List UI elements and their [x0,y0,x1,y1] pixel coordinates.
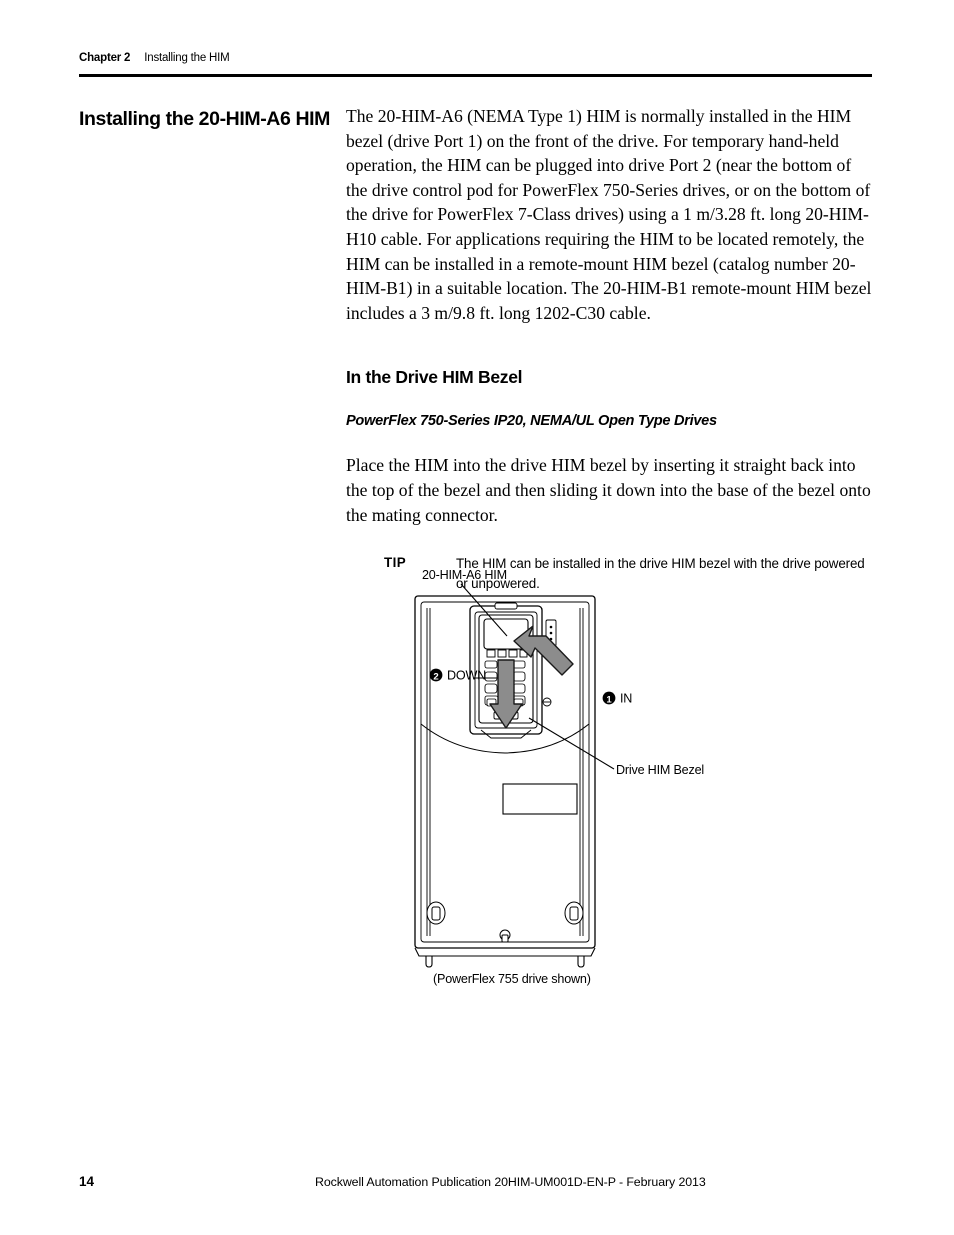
header-topic-label: Installing the HIM [144,52,230,64]
footer-page-number: 14 [79,1174,95,1189]
subsection-paragraph: Place the HIM into the drive HIM bezel by inserting it straight back into the top of the bezel and then sliding it down into the base of the bezel onto the mating connector. [346,455,871,525]
figure-caption: (PowerFlex 755 drive shown) [433,972,591,986]
header-divider [79,74,872,77]
drive-bottom-screw [500,930,510,942]
pod-screw-icon [543,698,551,706]
drive-bottom-edge [415,948,595,967]
header-line [79,52,872,64]
callout-two-number: 2 [433,671,439,683]
drive-nameplate-label [503,784,577,814]
spacer [346,325,872,367]
footer-publication: Rockwell Automation Publication 20HIM-UM001D-EN-P - February 2013 [315,1175,706,1189]
header-chapter-label: Chapter 2 [79,52,131,64]
bezel-top-latch [495,603,517,609]
intro-paragraph: The 20-HIM-A6 (NEMA Type 1) HIM is normally installed in the HIM bezel (drive Port 1) on the front of the drive. For temporary hand-held operation, the HIM can be plugged into drive Port 2 (near the bottom of the drive control pod for PowerFlex 750-Series drives, or on the bottom of the drive for PowerFlex 7-Class drives) using a 1 m/3.28 ft. long 20-HIM-H10 cable. For applications requiring the HIM to be located remotely, the HIM can be installed in a remote-mount HIM bezel (catalog number 20-HIM-B1) in a suitable location. The 20-HIM-B1 remote-mount HIM bezel includes a 3 m/9.8 ft. long 1202-C30 cable. [346,106,872,323]
page-title: Installing the 20-HIM-A6 HIM [79,108,330,130]
figure-him-installation [386,556,806,996]
callout-one-label: IN [620,691,633,706]
callout-one-number: 1 [606,694,612,706]
subsection-subheading: PowerFlex 750-Series IP20, NEMA/UL Open Type Drives [346,413,717,430]
spacer [346,429,872,453]
callout-down [430,669,487,683]
page-header [79,52,872,64]
figure-label-bezel: Drive HIM Bezel [616,763,704,777]
drive-illustration [386,556,806,996]
spacer [346,388,872,413]
subsection-heading: In the Drive HIM Bezel [346,367,523,388]
figure-label-him: 20-HIM-A6 HIM [422,568,507,582]
main-content [346,104,872,594]
tip-text: The HIM can be installed in the drive HIM bezel with the drive powered or unpowered. [456,556,865,592]
callout-in [603,692,633,706]
tip-label: TIP [384,555,407,571]
spacer [346,527,872,554]
callout-two-label: DOWN [447,668,487,683]
